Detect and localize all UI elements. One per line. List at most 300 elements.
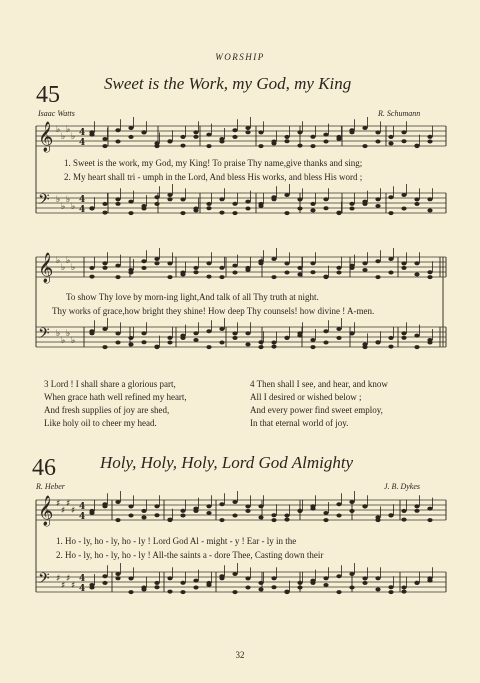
note-head	[414, 144, 419, 148]
note-head	[271, 576, 276, 580]
flat-sign: ♭	[61, 202, 66, 212]
note-head	[375, 130, 380, 134]
note-head	[258, 587, 263, 591]
time-signature: 4	[79, 512, 86, 522]
note-head	[245, 207, 250, 211]
note-head	[180, 514, 185, 518]
section-heading: WORSHIP	[215, 52, 265, 62]
note-head	[167, 576, 172, 580]
note-head	[193, 130, 198, 134]
verse-line: Like holy oil to cheer my head.	[44, 418, 157, 428]
note-head	[102, 266, 107, 270]
note-head	[375, 587, 380, 591]
note-head	[297, 509, 302, 513]
note-head	[362, 144, 367, 148]
sharp-sign: ♯	[66, 574, 71, 584]
note-head	[362, 126, 367, 130]
note-head	[323, 576, 328, 580]
note-head	[154, 202, 159, 206]
note-head	[141, 509, 146, 513]
note-head	[401, 207, 406, 211]
note-head	[89, 266, 94, 270]
note-head	[180, 581, 185, 585]
time-signature: 4	[79, 584, 86, 594]
note-head	[193, 338, 198, 342]
sharp-sign: ♯	[71, 506, 76, 516]
note-head	[180, 144, 185, 148]
note-head	[427, 275, 432, 279]
note-head	[141, 259, 146, 263]
note-head	[193, 135, 198, 139]
time-signature: 4	[79, 128, 86, 138]
note-head	[102, 327, 107, 331]
note-head	[388, 195, 393, 199]
note-head	[401, 518, 406, 522]
note-head	[128, 135, 133, 139]
note-head	[206, 144, 211, 148]
note-head	[128, 200, 133, 204]
verse-line: And fresh supplies of joy are shed,	[44, 405, 170, 415]
note-head	[232, 514, 237, 518]
note-head	[232, 572, 237, 576]
note-head	[336, 514, 341, 518]
note-head	[414, 504, 419, 508]
note-head	[193, 509, 198, 513]
hymn-author: R. Heber	[36, 482, 65, 491]
note-head	[167, 590, 172, 594]
note-head	[271, 197, 276, 201]
note-head	[375, 341, 380, 345]
note-head	[297, 130, 302, 134]
note-head	[336, 135, 341, 139]
note-head	[141, 266, 146, 270]
note-head	[115, 518, 120, 522]
note-head	[427, 576, 432, 580]
note-head	[284, 211, 289, 215]
note-head	[323, 518, 328, 522]
note-head	[375, 576, 380, 580]
note-head	[336, 266, 341, 270]
note-head	[128, 590, 133, 594]
note-head	[89, 586, 94, 590]
note-head	[349, 266, 354, 270]
note-head	[193, 266, 198, 270]
time-signature: 4	[79, 138, 86, 148]
note-head	[401, 331, 406, 335]
note-head	[232, 500, 237, 504]
note-head	[206, 511, 211, 515]
note-head	[154, 504, 159, 508]
flat-sign: ♭	[66, 329, 71, 339]
note-head	[297, 581, 302, 585]
note-head	[336, 211, 341, 215]
note-head	[310, 581, 315, 585]
note-head	[375, 140, 380, 144]
note-head	[154, 261, 159, 265]
note-head	[89, 130, 94, 134]
note-head	[115, 202, 120, 206]
note-head	[102, 137, 107, 141]
note-head	[414, 509, 419, 513]
note-head	[401, 193, 406, 197]
note-head	[271, 257, 276, 261]
hymn-title: Holy, Holy, Holy, Lord God Almighty	[100, 453, 354, 472]
note-head	[115, 264, 120, 268]
note-head	[284, 193, 289, 197]
note-head	[258, 504, 263, 508]
note-head	[362, 268, 367, 272]
note-head	[284, 271, 289, 275]
note-head	[323, 583, 328, 587]
note-head	[206, 345, 211, 349]
note-head	[219, 266, 224, 270]
verse-line: When grace hath well refined my heart,	[44, 392, 187, 402]
note-head	[219, 327, 224, 331]
note-head	[414, 345, 419, 349]
note-head	[102, 144, 107, 148]
note-head	[271, 275, 276, 279]
note-head	[427, 140, 432, 144]
note-head	[206, 133, 211, 137]
note-head	[310, 504, 315, 508]
note-head	[245, 586, 250, 590]
note-head	[219, 576, 224, 580]
note-head	[115, 275, 120, 279]
flat-sign: ♭	[61, 132, 66, 142]
note-head	[141, 340, 146, 344]
note-head	[401, 266, 406, 270]
note-head	[115, 331, 120, 335]
note-head	[102, 202, 107, 206]
verse-3	[44, 378, 187, 430]
note-head	[284, 336, 289, 340]
note-head	[219, 502, 224, 506]
note-head	[401, 261, 406, 265]
flat-sign: ♭	[56, 195, 61, 205]
note-head	[180, 336, 185, 340]
note-head	[232, 331, 237, 335]
note-head	[180, 135, 185, 139]
note-head	[388, 271, 393, 275]
note-head	[258, 340, 263, 344]
note-head	[258, 581, 263, 585]
note-head	[128, 504, 133, 508]
note-head	[271, 140, 276, 144]
note-head	[297, 197, 302, 201]
note-head	[336, 590, 341, 594]
note-head	[323, 206, 328, 210]
flat-sign: ♭	[61, 336, 66, 346]
note-head	[219, 518, 224, 522]
note-head	[115, 197, 120, 201]
note-head	[297, 272, 302, 276]
time-signature: 4	[79, 195, 86, 205]
note-head	[375, 275, 380, 279]
note-head	[128, 342, 133, 346]
note-head	[284, 139, 289, 143]
note-head	[219, 211, 224, 215]
note-head	[115, 576, 120, 580]
note-head	[284, 135, 289, 139]
flat-sign: ♭	[66, 256, 71, 266]
verse-line: All I desired or wished below ;	[250, 392, 362, 402]
note-head	[128, 271, 133, 275]
note-head	[206, 504, 211, 508]
note-head	[102, 504, 107, 508]
note-head	[128, 126, 133, 130]
note-head	[375, 518, 380, 522]
note-head	[102, 261, 107, 265]
bass-clef: 𝄢	[38, 570, 50, 591]
note-head	[336, 327, 341, 331]
note-head	[258, 144, 263, 148]
note-head	[297, 144, 302, 148]
note-head	[414, 202, 419, 206]
note-head	[102, 581, 107, 585]
note-head	[323, 341, 328, 345]
note-head	[115, 500, 120, 504]
note-head	[245, 509, 250, 513]
note-head	[349, 130, 354, 134]
note-head	[297, 331, 302, 335]
note-head	[323, 133, 328, 137]
note-head	[414, 272, 419, 276]
note-head	[167, 336, 172, 340]
note-head	[115, 572, 120, 576]
note-head	[427, 518, 432, 522]
note-head	[427, 197, 432, 201]
flat-sign: ♭	[56, 256, 61, 266]
note-head	[310, 270, 315, 274]
sharp-sign: ♯	[56, 574, 61, 584]
note-head	[362, 261, 367, 265]
note-head	[427, 507, 432, 511]
sharp-sign: ♯	[66, 499, 71, 509]
note-head	[310, 144, 315, 148]
note-head	[180, 509, 185, 513]
hymn-composer: R. Schumann	[378, 109, 421, 118]
note-head	[232, 135, 237, 139]
note-head	[258, 261, 263, 265]
treble-clef: 𝄞	[38, 253, 54, 283]
note-head	[388, 211, 393, 215]
note-head	[180, 197, 185, 201]
note-head	[427, 208, 432, 212]
note-head	[141, 130, 146, 134]
note-head	[414, 197, 419, 201]
bass-clef: 𝄢	[38, 325, 50, 346]
verse-line: 4 Then shall I see, and hear, and know	[250, 379, 388, 389]
hymn-number: 46	[32, 455, 56, 481]
note-head	[297, 207, 302, 211]
note-head	[336, 574, 341, 578]
note-head	[414, 334, 419, 338]
note-head	[310, 208, 315, 212]
note-head	[245, 504, 250, 508]
note-head	[128, 576, 133, 580]
time-signature: 4	[79, 502, 86, 512]
lyric-line: 1. Sweet is the work, my God, my King! To praise Thy name,give thanks and sing;	[64, 158, 363, 168]
verse-line: In that eternal world of joy.	[250, 418, 349, 428]
lyric-line: Thy works of grace,how bright they shine! How deep Thy counsels! how divine ! A-men.	[52, 306, 375, 316]
note-head	[193, 586, 198, 590]
note-head	[245, 126, 250, 130]
hymn-title: Sweet is the Work, my God, my King	[104, 74, 352, 93]
note-head	[115, 140, 120, 144]
time-signature: 4	[79, 205, 86, 215]
treble-clef: 𝄞	[38, 122, 54, 152]
note-head	[232, 590, 237, 594]
note-head	[349, 331, 354, 335]
note-head	[401, 509, 406, 513]
note-head	[258, 202, 263, 206]
sharp-sign: ♯	[56, 499, 61, 509]
note-head	[154, 195, 159, 199]
note-head	[271, 518, 276, 522]
note-head	[180, 211, 185, 215]
note-head	[89, 207, 94, 211]
note-head	[89, 331, 94, 335]
note-head	[310, 345, 315, 349]
note-head	[310, 135, 315, 139]
bass-clef: 𝄢	[38, 191, 50, 212]
note-head	[206, 202, 211, 206]
lyric-line: 2. My heart shall tri - umph in the Lord, And bless His works, and bless His word ;	[64, 172, 363, 182]
note-head	[284, 261, 289, 265]
note-head	[245, 266, 250, 270]
note-head	[336, 271, 341, 275]
note-head	[284, 514, 289, 518]
sharp-sign: ♯	[71, 581, 76, 591]
lyric-line: To show Thy love by morn-ing light,And talk of all Thy truth at night.	[66, 292, 319, 302]
note-head	[349, 202, 354, 206]
note-head	[128, 514, 133, 518]
sharp-sign: ♯	[61, 581, 66, 591]
note-head	[271, 345, 276, 349]
note-head	[427, 341, 432, 345]
note-head	[167, 193, 172, 197]
note-head	[167, 197, 172, 201]
note-head	[180, 271, 185, 275]
hymn-number: 45	[36, 82, 60, 108]
note-head	[180, 590, 185, 594]
note-head	[388, 590, 393, 594]
note-head	[284, 590, 289, 594]
note-head	[271, 341, 276, 345]
note-head	[323, 329, 328, 333]
note-head	[388, 336, 393, 340]
note-head	[193, 207, 198, 211]
note-head	[167, 140, 172, 144]
note-head	[323, 511, 328, 515]
note-head	[115, 128, 120, 132]
note-head	[232, 202, 237, 206]
note-head	[310, 202, 315, 206]
note-head	[193, 331, 198, 335]
note-head	[141, 515, 146, 519]
note-head	[219, 341, 224, 345]
note-head	[219, 275, 224, 279]
note-head	[154, 585, 159, 589]
note-head	[284, 518, 289, 522]
page-number: 32	[235, 650, 245, 660]
note-head	[245, 342, 250, 346]
note-head	[245, 331, 250, 335]
note-head	[349, 586, 354, 590]
note-head	[336, 502, 341, 506]
note-head	[154, 513, 159, 517]
note-head	[401, 590, 406, 594]
note-head	[362, 504, 367, 508]
note-head	[193, 270, 198, 274]
note-head	[349, 500, 354, 504]
note-head	[388, 135, 393, 139]
flat-sign: ♭	[66, 125, 71, 135]
note-head	[141, 586, 146, 590]
note-head	[375, 259, 380, 263]
note-head	[271, 513, 276, 517]
note-head	[401, 586, 406, 590]
note-head	[128, 336, 133, 340]
note-head	[323, 140, 328, 144]
note-head	[154, 257, 159, 261]
note-head	[401, 130, 406, 134]
note-head	[375, 197, 380, 201]
note-head	[102, 211, 107, 215]
note-head	[193, 579, 198, 583]
note-head	[271, 585, 276, 589]
note-head	[232, 211, 237, 215]
time-signature: 4	[79, 574, 86, 584]
note-head	[310, 261, 315, 265]
note-head	[258, 130, 263, 134]
note-head	[167, 261, 172, 265]
note-head	[349, 572, 354, 576]
note-head	[245, 200, 250, 204]
note-head	[388, 345, 393, 349]
note-head	[388, 514, 393, 518]
sharp-sign: ♯	[61, 506, 66, 516]
note-head	[206, 261, 211, 265]
flat-sign: ♭	[56, 329, 61, 339]
note-head	[414, 261, 419, 265]
note-head	[297, 266, 302, 270]
flat-sign: ♭	[71, 336, 76, 346]
note-head	[232, 336, 237, 340]
verse-4	[250, 378, 388, 430]
note-head	[323, 275, 328, 279]
note-head	[115, 341, 120, 345]
hymn-author: Isaac Watts	[38, 109, 75, 118]
note-head	[167, 275, 172, 279]
note-head	[414, 581, 419, 585]
flat-sign: ♭	[71, 132, 76, 142]
note-head	[206, 275, 211, 279]
note-head	[154, 345, 159, 349]
note-head	[349, 509, 354, 513]
note-head	[323, 197, 328, 201]
hymn-composer: J. B. Dykes	[384, 482, 420, 491]
note-head	[427, 270, 432, 274]
note-head	[375, 204, 380, 208]
note-head	[427, 135, 432, 139]
note-head	[167, 518, 172, 522]
note-head	[141, 331, 146, 335]
note-head	[245, 576, 250, 580]
note-head	[102, 345, 107, 349]
note-head	[362, 576, 367, 580]
note-head	[401, 139, 406, 143]
